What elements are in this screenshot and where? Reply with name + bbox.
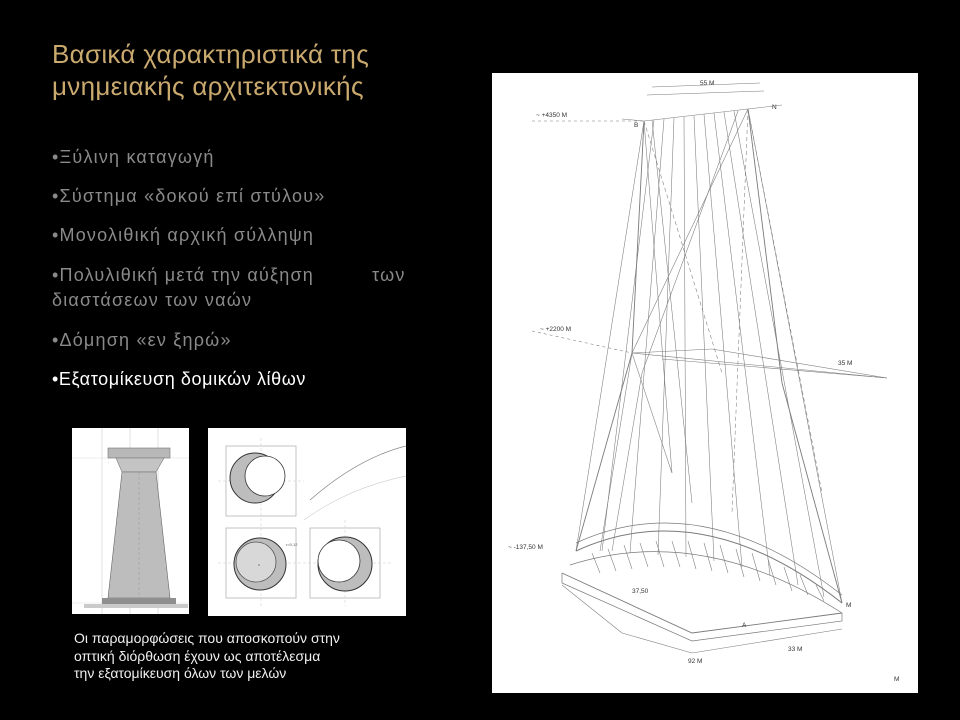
caption-line-1: Οι παραμορφώσεις που αποσκοπούν στην [74,630,340,646]
label-point-b: B [634,122,639,129]
circle-construction-image [208,428,406,616]
column-elevation-drawing [72,428,189,614]
bullet-polylithic-part-3: διαστάσεων των ναών [52,290,253,310]
label-point-m: M [846,602,852,609]
label-width-mid: 35 M [838,360,853,367]
label-point-a: A [742,622,747,629]
circle-construction-drawing [208,428,406,616]
svg-text:c: c [258,562,260,567]
figure-caption [74,630,434,683]
bullet-dry-construction: •Δόμηση «εν ξηρώ» [52,330,232,350]
caption-line-3: την εξατομίκευση όλων των μελών [74,665,287,681]
bullet-post-and-lintel: •Σύστημα «δοκού επί στύλου» [52,186,326,206]
bullet-wooden-origin: •Ξύλινη καταγωγή [52,147,215,167]
slide-title [52,38,472,102]
caption-line-2: οπτική διόρθωση έχουν ως αποτέλεσμα [74,647,321,664]
column-elevation-image [72,428,189,614]
title-line-1: Βασικά χαρακτηριστικά της [52,39,370,69]
label-width-top: 55 M [700,80,715,87]
label-corner-mark: M [894,676,900,683]
label-width-bottom: 33 M [788,646,803,653]
svg-text:·: · [108,460,110,465]
label-side-length: 37,50 [632,588,649,595]
label-point-n: N [772,104,777,111]
bullet-polylithic [52,263,464,313]
temple-curvature-drawing-image [492,73,918,693]
bullet-monolithic: •Μονολιθική αρχική σύλληψη [52,225,315,245]
bullet-polylithic-part-1: •Πολυλιθική μετά την αύξηση [52,265,315,285]
label-height-top: ~ +4350 M [536,112,568,119]
title-line-2: μνημειακής αρχιτεκτονικής [52,71,364,101]
bullet-polylithic-part-2: των [372,265,406,285]
temple-curvature-drawing [492,73,918,693]
bullet-list [52,146,464,407]
bullet-individualization: •Εξατομίκευση δομικών λίθων [52,369,307,389]
label-height-mid: ~ +2200 M [540,326,572,333]
label-height-bottom: ~ -137,50 M [508,544,543,551]
label-base-length: 92 M [688,658,703,665]
svg-text:r=0,12: r=0,12 [286,542,298,547]
